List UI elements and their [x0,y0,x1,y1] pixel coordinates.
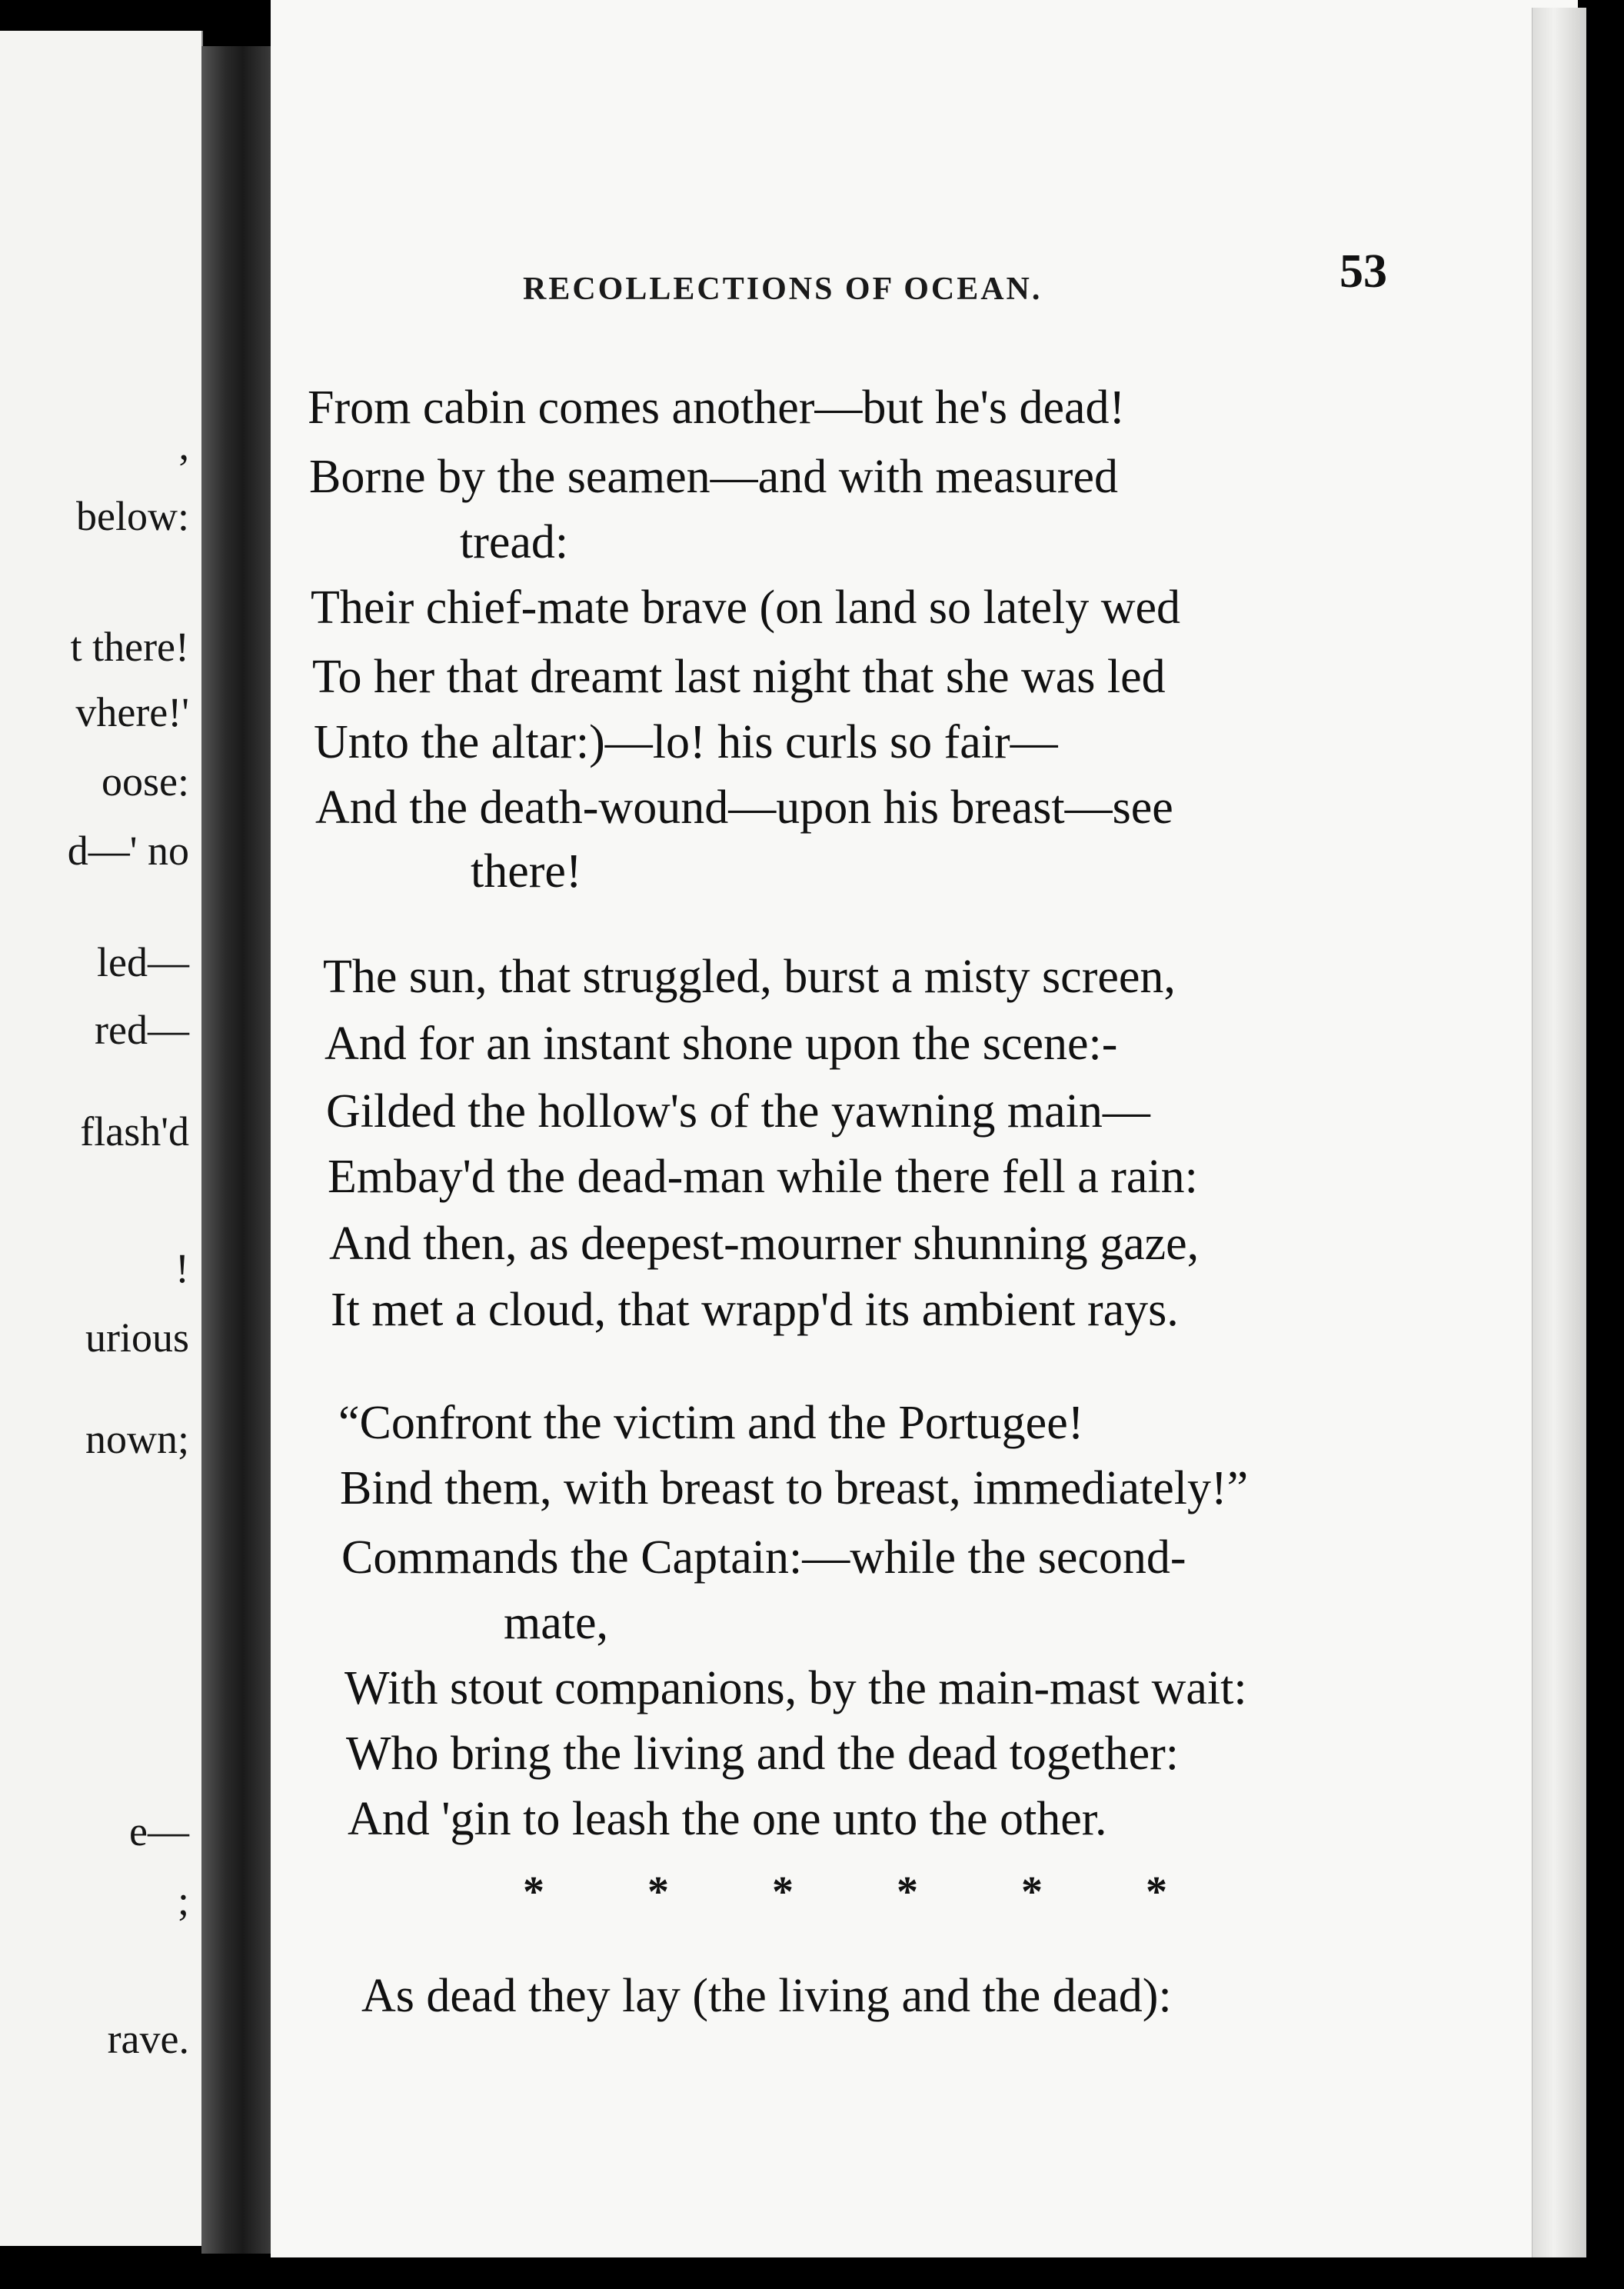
poem-line: Borne by the seamen—and with measured [309,451,1118,503]
left-fragment: ; [177,1878,189,1924]
poem-line: Their chief-mate brave (on land so lately wed [311,581,1181,634]
book-gutter [201,46,271,2254]
left-fragment: led— [97,939,189,985]
left-fragment: d—' no [67,828,189,874]
section-break-asterisks: * * * * * * [523,1868,1167,1916]
poem-line: And then, as deepest-mourner shunning gaze, [329,1218,1200,1270]
running-head: RECOLLECTIONS OF OCEAN. [523,272,1043,307]
page-number: 53 [1339,245,1387,298]
poem-line: there! [471,845,582,898]
poem-line: mate, [504,1597,608,1649]
poem-line: Bind them, with breast to breast, immediately!” [340,1462,1249,1514]
poem-line: “Confront the victim and the Portugee! [338,1397,1084,1449]
left-fragment: oose: [102,758,189,805]
poem-line: From cabin comes another—but he's dead! [308,382,1126,434]
poem-line: It met a cloud, that wrapp'd its ambient rays. [331,1284,1179,1336]
poem-line: And the death-wound—upon his breast—see [315,781,1173,834]
poem-line: Embay'd the dead-man while there fell a rain: [328,1151,1198,1203]
left-fragment: rave. [107,2016,189,2062]
left-fragment: urious [85,1314,189,1361]
poem-line: And 'gin to leash the one unto the other. [348,1793,1107,1845]
poem-line: The sun, that struggled, burst a misty screen, [323,951,1176,1003]
poem-line: As dead they lay (the living and the dead): [361,1970,1172,2022]
poem-line: To her that dreamt last night that she was led [312,651,1166,703]
poem-line: Commands the Captain:—while the second- [341,1531,1186,1584]
poem-line: Gilded the hollow's of the yawning main— [326,1085,1150,1138]
poem-line: Who bring the living and the dead together: [346,1728,1179,1780]
left-fragment: e— [129,1808,189,1854]
left-fragment: t there! [70,624,189,670]
left-fragment: nown; [85,1416,189,1462]
left-fragment: flash'd [80,1108,189,1154]
left-fragment: ! [175,1245,189,1291]
scan-border [0,2257,1624,2289]
left-fragment: red— [95,1007,189,1053]
left-page [0,31,203,2246]
left-fragment: vhere!' [75,689,189,735]
left-fragment: , [178,422,189,468]
poem-line: And for an instant shone upon the scene:- [324,1018,1118,1070]
left-fragment: below: [76,493,189,539]
poem-line: With stout companions, by the main-mast wait: [344,1662,1247,1714]
page-edges [1532,8,1586,2257]
poem-line: tread: [460,516,569,568]
poem-line: Unto the altar:)—lo! his curls so fair— [314,716,1058,768]
